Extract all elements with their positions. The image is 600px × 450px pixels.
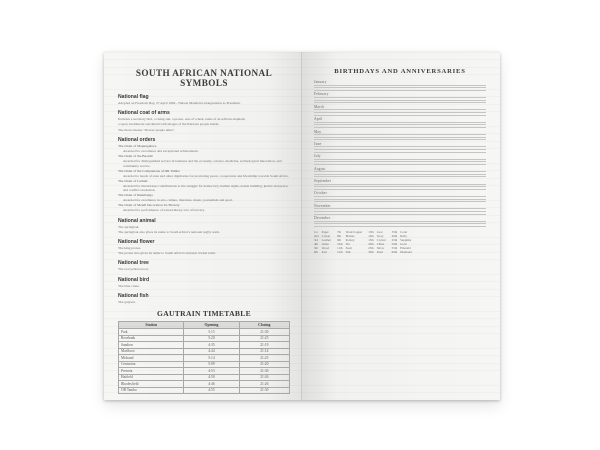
cell-station: Pretoria <box>119 368 184 375</box>
right-page <box>302 52 500 400</box>
month-block <box>314 92 486 102</box>
month-block <box>314 154 486 164</box>
cell-opening: 5:14 <box>184 355 239 362</box>
list-item: The Order of Ikhamanga <box>118 193 153 198</box>
anniversary-gift: Pottery <box>345 238 355 243</box>
cell-closing: 21:30 <box>239 368 289 375</box>
anniversary-year: 15th <box>368 238 374 243</box>
cell-closing: 21:19 <box>239 342 289 349</box>
section-heading: National orders <box>118 136 156 143</box>
month-label: November <box>314 203 331 208</box>
write-line[interactable] <box>314 139 486 140</box>
cell-opening: 4:53 <box>184 368 239 375</box>
write-line[interactable] <box>314 184 486 185</box>
anniversary-gift: Leather <box>321 238 332 243</box>
month-label: July <box>314 154 321 159</box>
table-row <box>119 387 290 394</box>
anniversary-year: 30th <box>368 250 374 255</box>
anniversary-gift: Wool/Copper <box>345 230 363 235</box>
anniversary-gift: Sapphire <box>400 238 412 243</box>
anniversary-gift: Tin <box>345 242 350 247</box>
anniversary-year: 10th <box>337 242 343 247</box>
anniversary-gift: Ruby <box>400 234 407 239</box>
orders-list <box>118 144 290 213</box>
anniversary-gift: Ivory <box>376 234 384 239</box>
section-heading: National fish <box>118 292 149 299</box>
write-line[interactable] <box>314 149 486 150</box>
anniversary-column <box>337 230 362 254</box>
cell-closing: 21:25 <box>239 335 289 342</box>
section-line: The springbok also gives its name to South Africa's national rugby team. <box>118 229 220 234</box>
anniversary-year: 50th <box>391 242 398 247</box>
write-line[interactable] <box>314 152 486 153</box>
cell-closing: 21:26 <box>239 381 289 388</box>
cell-closing: 21:25 <box>239 355 289 362</box>
cell-opening: 5:09 <box>184 361 239 368</box>
month-label: December <box>314 216 331 221</box>
anniversary-year: 20th <box>368 242 374 247</box>
write-line[interactable] <box>314 174 486 175</box>
write-line[interactable] <box>314 109 486 110</box>
gautrain-timetable <box>118 321 290 394</box>
section-line: The motto means "diverse people unite". <box>118 127 176 132</box>
cell-station: Rhodesfield <box>119 381 184 388</box>
anniversary-year: 8th <box>337 234 342 239</box>
anniversary-year: 45th <box>391 238 398 243</box>
write-line[interactable] <box>314 201 486 202</box>
section-heading: National flag <box>118 94 149 100</box>
column-header-station: Station <box>119 322 184 329</box>
cell-opening: 4:46 <box>184 381 239 388</box>
section-line: Includes a secretary bird, a rising sun, a protea, ears of wheat, tusks of an African elephant, <box>118 117 246 122</box>
list-item: The Order of Luthuli <box>118 178 148 183</box>
month-block <box>314 105 486 115</box>
write-line[interactable] <box>314 161 486 162</box>
month-label: January <box>314 80 327 84</box>
section-national-orders <box>118 137 290 213</box>
write-line[interactable] <box>314 208 486 209</box>
cell-station: Rosebank <box>119 335 184 342</box>
month-label: September <box>314 179 332 183</box>
anniversary-column <box>392 230 412 254</box>
month-block <box>314 167 486 177</box>
anniversary-gift: Lace <box>376 230 383 235</box>
anniversary-year: 3rd <box>314 238 319 243</box>
section-heading: National animal <box>118 217 156 224</box>
cell-closing: 21:30 <box>239 387 289 394</box>
anniversary-year: 9th <box>337 238 342 243</box>
anniversary-gift: Cotton <box>321 234 331 239</box>
section-coat-of-arms <box>118 110 290 132</box>
anniversary-year: 4th <box>314 242 318 247</box>
list-item: Awarded for distinguished service in business and the economy, science, medicine, technological innovation, and community service. <box>123 158 282 168</box>
month-label: August <box>314 166 326 171</box>
month-block <box>314 179 486 189</box>
list-item: Awarded to heads of state and other dignitaries for promoting peace, cooperation and friendship towards South Africa. <box>123 173 289 178</box>
write-line[interactable] <box>314 97 486 98</box>
write-line[interactable] <box>314 223 486 224</box>
anniversary-gift: Bronze <box>345 234 355 239</box>
list-item: The Order of Mapungubwe <box>118 143 157 148</box>
cell-opening: 5:15 <box>184 329 239 336</box>
write-line[interactable] <box>314 137 486 138</box>
month-label: June <box>314 141 322 146</box>
section-national-fish <box>118 293 290 305</box>
month-block <box>314 130 486 140</box>
section-national-animal <box>118 218 290 235</box>
list-item: The Order of Mendi Decoration for Bravery <box>118 203 180 208</box>
column-header-closing: Closing <box>239 322 289 329</box>
month-block <box>314 142 486 152</box>
anniversary-gift: Wood <box>321 246 329 251</box>
anniversary-gift: Silver <box>376 246 385 251</box>
anniversary-year: 11th <box>337 246 343 251</box>
write-line[interactable] <box>314 102 486 103</box>
list-item: Awarded for meritorious contributions to the struggle for democracy, human rights, nation building, justice and peace, and conflict resolution. <box>123 183 289 193</box>
anniversary-year: 12th <box>337 250 343 255</box>
section-heading: National tree <box>118 260 149 267</box>
gautrain-title: GAUTRAIN TIMETABLE <box>157 309 251 319</box>
section-line: The protea also gives its name to South Africa's national cricket team. <box>118 251 216 256</box>
write-line[interactable] <box>314 221 486 222</box>
anniversary-column <box>368 230 385 254</box>
list-item: Awarded for performance of extraordinary acts of bravery. <box>123 208 205 213</box>
section-line: The king protea. <box>118 245 142 250</box>
write-line[interactable] <box>314 214 486 215</box>
section-national-flag <box>118 94 290 106</box>
month-block <box>314 191 486 201</box>
write-line[interactable] <box>314 122 486 123</box>
section-line: The blue crane. <box>118 283 140 288</box>
anniversary-year: 35th <box>391 230 398 235</box>
anniversary-gift: Silk <box>345 250 351 255</box>
section-line: Adopted on Freedom Day, 27 April 1994 - Nelson Mandela's inauguration as President. <box>118 101 241 105</box>
cell-opening: 4:50 <box>184 374 239 381</box>
list-item: Awarded for excellence and exceptional achievement. <box>123 148 199 153</box>
anniversary-year: 6th <box>314 250 318 255</box>
section-national-bird <box>118 277 290 289</box>
anniversary-year: 13th <box>368 230 374 235</box>
month-label: February <box>314 92 329 97</box>
anniversary-year: 5th <box>314 246 318 251</box>
anniversary-gift: Paper <box>321 230 329 235</box>
section-line: The real yellowwood. <box>118 267 149 272</box>
anniversary-gift: Gold <box>400 242 407 247</box>
write-line[interactable] <box>314 115 486 116</box>
write-line[interactable] <box>314 112 486 113</box>
write-line[interactable] <box>314 226 486 227</box>
write-line[interactable] <box>314 171 486 172</box>
write-line[interactable] <box>314 176 486 177</box>
cell-opening: 5:20 <box>184 335 239 342</box>
month-label: October <box>314 191 327 196</box>
anniversary-gift: Linen <box>321 242 329 247</box>
month-block <box>314 117 486 127</box>
section-heading: National bird <box>118 276 150 283</box>
section-line: The springbok. <box>118 224 140 229</box>
left-page <box>104 52 302 400</box>
section-line: a spear, knobkierie and shield with images of the Khoisan people inside. <box>118 122 220 127</box>
anniversary-year: 14th <box>368 234 374 239</box>
anniversary-gift: Diamond <box>400 250 412 255</box>
anniversary-year: 55th <box>391 246 398 251</box>
cell-opening: 4:55 <box>184 387 239 394</box>
anniversary-gift-table <box>314 230 486 254</box>
cell-station: Centurion <box>119 361 184 368</box>
month-block <box>314 204 486 214</box>
list-item: The Order of the Baobab <box>118 153 153 158</box>
section-national-flower <box>118 239 290 256</box>
section-national-tree <box>118 260 290 272</box>
list-item: The Order of the Companions of OR Tambo <box>118 168 180 173</box>
anniversary-year: 1st <box>314 230 318 235</box>
cell-opening: 4:44 <box>184 348 239 355</box>
anniversary-gift: Crystal <box>376 238 386 243</box>
write-line[interactable] <box>314 186 486 187</box>
anniversary-gift: Emerald <box>400 246 411 251</box>
write-line[interactable] <box>314 164 486 165</box>
anniversary-gift: Coral <box>400 230 408 235</box>
anniversary-gift: Steel <box>345 246 352 251</box>
write-line[interactable] <box>314 87 486 88</box>
anniversary-column <box>314 230 331 254</box>
month-block <box>314 216 486 226</box>
write-line[interactable] <box>314 100 486 101</box>
anniversary-year: 7th <box>337 230 342 235</box>
table-header-row <box>119 322 290 329</box>
anniversary-year: 2nd <box>314 234 319 239</box>
cell-station: Midrand <box>119 355 184 362</box>
anniversary-gift: China <box>376 242 385 247</box>
anniversary-gift: Iron <box>321 250 327 255</box>
month-block <box>314 80 486 90</box>
cell-opening: 4:35 <box>184 342 239 349</box>
write-line[interactable] <box>314 196 486 197</box>
write-line[interactable] <box>314 124 486 125</box>
write-line[interactable] <box>314 159 486 160</box>
cell-closing: 21:14 <box>239 348 289 355</box>
month-label: April <box>314 117 323 122</box>
page-title: SOUTH AFRICAN NATIONAL SYMBOLS <box>135 68 273 88</box>
anniversary-year: 60th <box>391 250 398 255</box>
cell-closing: 21:26 <box>239 374 289 381</box>
write-line[interactable] <box>314 199 486 200</box>
month-label: March <box>314 104 325 109</box>
write-line[interactable] <box>314 189 486 190</box>
section-line: The galjoen. <box>118 299 136 304</box>
cell-station: Sandton <box>119 342 184 349</box>
cell-closing: 21:20 <box>239 361 289 368</box>
cell-closing: 21:30 <box>239 329 289 336</box>
write-line[interactable] <box>314 90 486 91</box>
write-line[interactable] <box>314 146 486 147</box>
write-line[interactable] <box>314 211 486 212</box>
section-heading: National flower <box>118 238 155 245</box>
cell-station: Marlboro <box>119 348 184 355</box>
column-header-opening: Opening <box>184 322 239 329</box>
cell-station: Park <box>119 329 184 336</box>
anniversary-year: 40th <box>391 234 398 239</box>
anniversary-gift: Pearl <box>376 250 384 255</box>
birthdays-title: BIRTHDAYS AND ANNIVERSARIES <box>334 68 466 75</box>
write-line[interactable] <box>314 85 486 86</box>
write-line[interactable] <box>314 127 486 128</box>
open-booklet <box>104 52 500 400</box>
cell-station: Hatfield <box>119 374 184 381</box>
month-label: May <box>314 129 322 134</box>
write-line[interactable] <box>314 134 486 135</box>
section-heading: National coat of arms <box>118 110 170 117</box>
cell-station: OR Tambo <box>119 387 184 394</box>
list-item: Awarded for excellence in arts, culture, literature, music, journalism and sport. <box>123 198 233 203</box>
anniversary-year: 25th <box>368 246 374 251</box>
